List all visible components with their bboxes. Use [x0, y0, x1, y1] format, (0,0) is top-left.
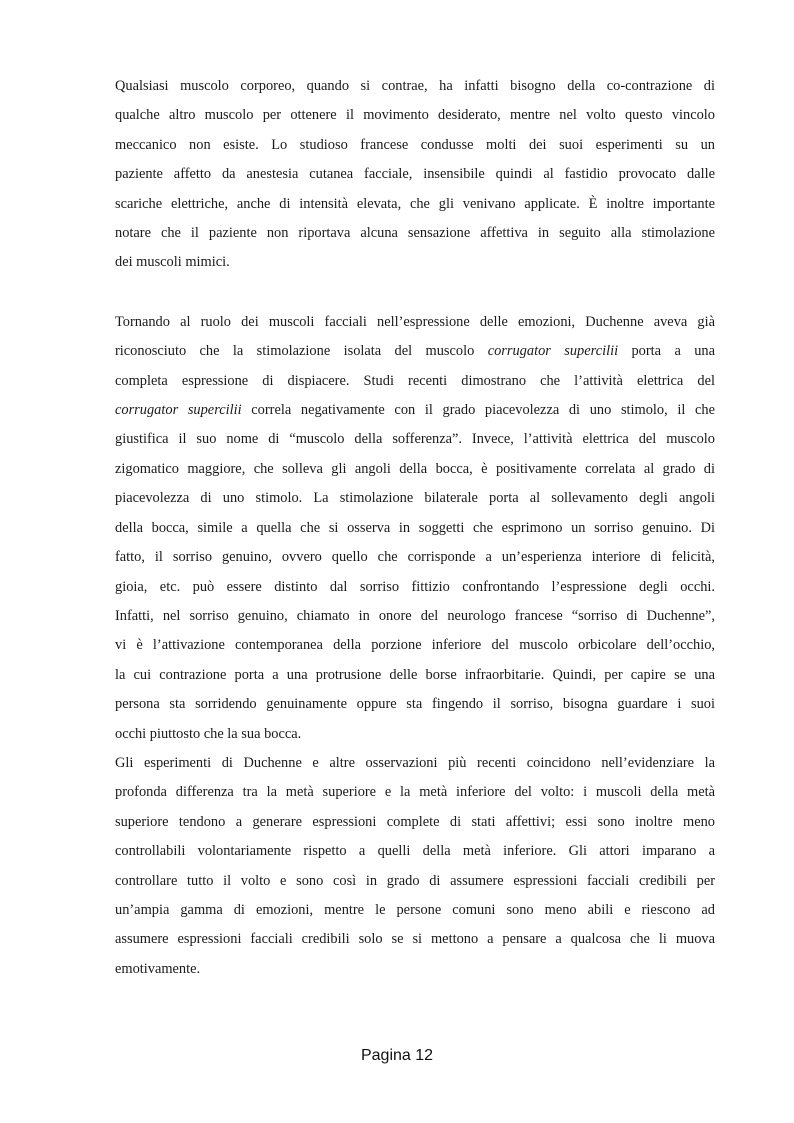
text-line: notare che il paziente non riportava alcuna sensazione affettiva in seguito alla stimolazione — [115, 225, 715, 242]
text-line: Gli esperimenti di Duchenne e altre osservazioni più recenti coincidono nell’evidenziare la — [115, 754, 715, 771]
text-line: la cui contrazione porta a una protrusione delle borse infraorbitarie. Quindi, per capire se una — [115, 666, 715, 683]
text-line: un’ampia gamma di emozioni, mentre le persone comuni sono meno abili e riescono ad — [115, 901, 715, 918]
latin-muscle-name: corrugator supercilii — [115, 402, 242, 419]
text-line: superiore tendono a generare espressioni complete di stati affettivi; essi sono inoltre meno — [115, 813, 715, 830]
paragraph-2 — [115, 308, 715, 749]
text-segment: porta a una — [618, 343, 716, 360]
paragraph-spacer — [115, 278, 715, 308]
text-line: completa espressione di dispiacere. Studi recenti dimostrano che l’attività elettrica del — [115, 372, 715, 389]
text-line: giustifica il suo nome di “muscolo della sofferenza”. Invece, l’attività elettrica del muscolo — [115, 431, 715, 448]
text-line: della bocca, simile a quella che si osserva in soggetti che esprimono un sorriso genuino. Di — [115, 519, 715, 536]
text-line: vi è l’attivazione contemporanea della porzione inferiore del muscolo orbicolare dell’occhio, — [115, 637, 715, 654]
paragraph-3 — [115, 749, 715, 984]
latin-muscle-name: corrugator supercilii — [487, 343, 619, 360]
paragraph-1 — [115, 72, 715, 278]
text-line: scariche elettriche, anche di intensità elevata, che gli venivano applicate. È inoltre importante — [115, 195, 715, 212]
text-line: paziente affetto da anestesia cutanea facciale, insensibile quindi al fastidio provocato dalle — [115, 166, 715, 183]
text-line: profonda differenza tra la metà superiore e la metà inferiore del volto: i muscoli della metà — [115, 784, 715, 801]
text-line: meccanico non esiste. Lo studioso francese condusse molti dei suoi esperimenti su un — [115, 136, 715, 153]
text-segment: correla negativamente con il grado piacevolezza di uno stimolo, il che — [241, 402, 715, 419]
text-line: gioia, etc. può essere distinto dal sorriso fittizio confrontando l’espressione degli occhi. — [115, 578, 715, 595]
body-text — [115, 72, 715, 984]
text-line: controllabili volontariamente rispetto a quelli della metà inferiore. Gli attori imparano a — [115, 843, 715, 860]
text-line: qualche altro muscolo per ottenere il movimento desiderato, mentre nel volto questo vincolo — [115, 107, 715, 124]
text-line: Tornando al ruolo dei muscoli facciali nell’espressione delle emozioni, Duchenne aveva già — [115, 313, 715, 330]
text-line: controllare tutto il volto e sono così in grado di assumere espressioni facciali credibili per — [115, 872, 715, 889]
text-line — [115, 337, 715, 366]
text-line: occhi piuttosto che la sua bocca. — [115, 725, 302, 742]
text-line: Qualsiasi muscolo corporeo, quando si contrae, ha infatti bisogno della co-contrazione di — [115, 78, 715, 94]
text-segment: riconosciuto che la stimolazione isolata del muscolo — [115, 343, 488, 360]
text-line: piacevolezza di uno stimolo. La stimolazione bilaterale porta al sollevamento degli angoli — [115, 490, 715, 507]
text-line: zigomatico maggiore, che solleva gli angoli della bocca, è positivamente correlata al grado di — [115, 460, 715, 477]
page-number: Pagina 12 — [360, 1047, 434, 1064]
text-line: Infatti, nel sorriso genuino, chiamato in onore del neurologo francese “sorriso di Duchenne”, — [115, 607, 715, 624]
text-line: dei muscoli mimici. — [115, 254, 230, 271]
text-line — [115, 396, 715, 425]
text-line: persona sta sorridendo genuinamente oppure sta fingendo il sorriso, bisogna guardare i suoi — [115, 696, 715, 713]
text-line: emotivamente. — [115, 960, 201, 977]
text-line: fatto, il sorriso genuino, ovvero quello che corrisponde a un’esperienza interiore di felicità, — [115, 549, 715, 566]
text-line: assumere espressioni facciali credibili solo se si mettono a pensare a qualcosa che li muova — [115, 931, 715, 948]
